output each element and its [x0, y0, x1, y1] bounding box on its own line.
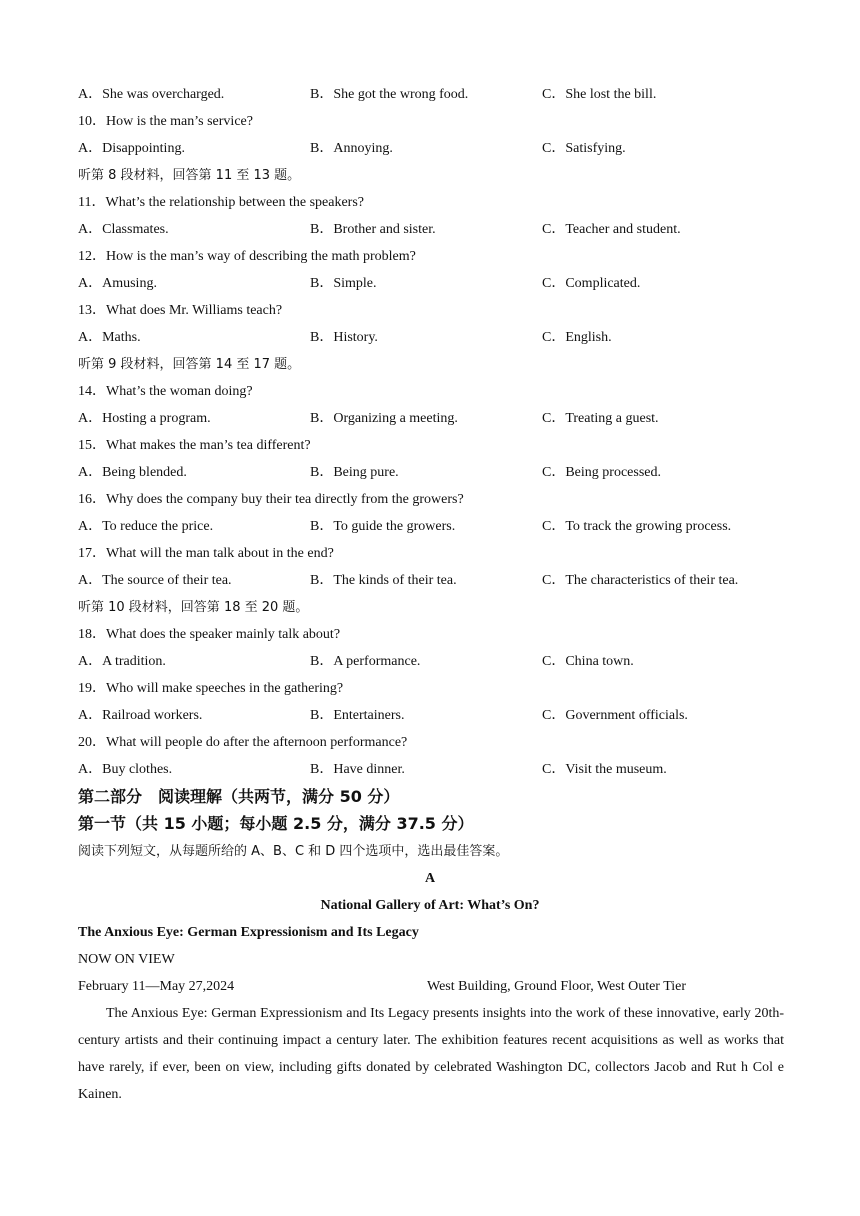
section-8-instruction: 听第 8 段材料，回答第 11 至 13 题。 [78, 168, 301, 183]
passage-title: National Gallery of Art: What’s On? [320, 898, 540, 913]
q19-option-b: B．Entertainers. [310, 708, 405, 723]
q9-option-b: B．She got the wrong food. [310, 87, 469, 102]
now-on-view: NOW ON VIEW [78, 952, 175, 967]
question-20: 20．What will people do after the afternoon performance? [78, 735, 408, 750]
q12-option-b: B．Simple. [310, 276, 377, 291]
section-9-instruction: 听第 9 段材料，回答第 14 至 17 题。 [78, 357, 301, 372]
q15-option-a: A．Being blended. [78, 465, 187, 480]
q13-option-b: B．History. [310, 330, 378, 345]
q12-option-a: A．Amusing. [78, 276, 157, 291]
q16-option-b: B．To guide the growers. [310, 519, 456, 534]
q20-option-c: C．Visit the museum. [542, 762, 667, 777]
q13-option-a: A．Maths. [78, 330, 141, 345]
q15-option-b: B．Being pure. [310, 465, 399, 480]
q14-option-a: A．Hosting a program. [78, 411, 211, 426]
passage-paragraph [78, 1000, 784, 1108]
question-10: 10．How is the man’s service? [78, 114, 253, 129]
q16-option-a: A．To reduce the price. [78, 519, 214, 534]
section-10-instruction: 听第 10 段材料，回答第 18 至 20 题。 [78, 600, 309, 615]
q20-option-b: B．Have dinner. [310, 762, 405, 777]
q11-option-c: C．Teacher and student. [542, 222, 681, 237]
q18-option-c: C．China town. [542, 654, 634, 669]
question-13: 13．What does Mr. Williams teach? [78, 303, 283, 318]
q14-option-b: B．Organizing a meeting. [310, 411, 458, 426]
exhibit-title: The Anxious Eye: German Expressionism and Its Legacy [78, 925, 419, 940]
question-19: 19．Who will make speeches in the gathering? [78, 681, 344, 696]
q11-option-b: B．Brother and sister. [310, 222, 436, 237]
q18-option-a: A．A tradition. [78, 654, 166, 669]
section-1-title: 第一节（共 15 小题；每小题 2.5 分，满分 37.5 分） [78, 814, 474, 833]
q10-option-a: A．Disappointing. [78, 141, 185, 156]
question-15: 15．What makes the man’s tea different? [78, 438, 311, 453]
q9-option-c: C．She lost the bill. [542, 87, 657, 102]
part-2-title: 第二部分 阅读理解（共两节，满分 50 分） [78, 787, 400, 806]
passage-paragraph-text: The Anxious Eye: German Expressionism and Its Legacy presents insights into the work of these innovative, early 20th-century artists and their continuing impact a century later. The exhibition features recent acquisitions as well as works that have rarely, if ever, been on view, including gifts donated by celebrated Washington DC, collectors Jacob and Rut h Col e Kainen. [78, 1006, 784, 1102]
q18-option-b: B．A performance. [310, 654, 421, 669]
q19-option-a: A．Railroad workers. [78, 708, 203, 723]
question-16: 16．Why does the company buy their tea directly from the growers? [78, 492, 464, 507]
question-18: 18．What does the speaker mainly talk about? [78, 627, 341, 642]
q12-option-c: C．Complicated. [542, 276, 641, 291]
q17-option-c: C．The characteristics of their tea. [542, 573, 739, 588]
question-17: 17．What will the man talk about in the end? [78, 546, 334, 561]
reading-instructions: 阅读下列短文，从每题所给的 A、B、C 和 D 四个选项中，选出最佳答案。 [78, 844, 509, 859]
q11-option-a: A．Classmates. [78, 222, 169, 237]
q10-option-c: C．Satisfying. [542, 141, 626, 156]
q15-option-c: C．Being processed. [542, 465, 661, 480]
exhibit-location: West Building, Ground Floor, West Outer Tier [427, 979, 687, 994]
exhibit-dates: February 11—May 27,2024 [78, 979, 235, 994]
q17-option-b: B．The kinds of their tea. [310, 573, 457, 588]
q19-option-c: C．Government officials. [542, 708, 688, 723]
q9-option-a: A．She was overcharged. [78, 87, 225, 102]
q17-option-a: A．The source of their tea. [78, 573, 232, 588]
question-14: 14．What’s the woman doing? [78, 384, 253, 399]
q10-option-b: B．Annoying. [310, 141, 393, 156]
q20-option-a: A．Buy clothes. [78, 762, 173, 777]
question-11: 11．What’s the relationship between the speakers? [78, 195, 364, 210]
question-12: 12．How is the man’s way of describing the math problem? [78, 249, 416, 264]
passage-letter: A [424, 871, 436, 886]
q16-option-c: C．To track the growing process. [542, 519, 732, 534]
q13-option-c: C．English. [542, 330, 612, 345]
q14-option-c: C．Treating a guest. [542, 411, 659, 426]
